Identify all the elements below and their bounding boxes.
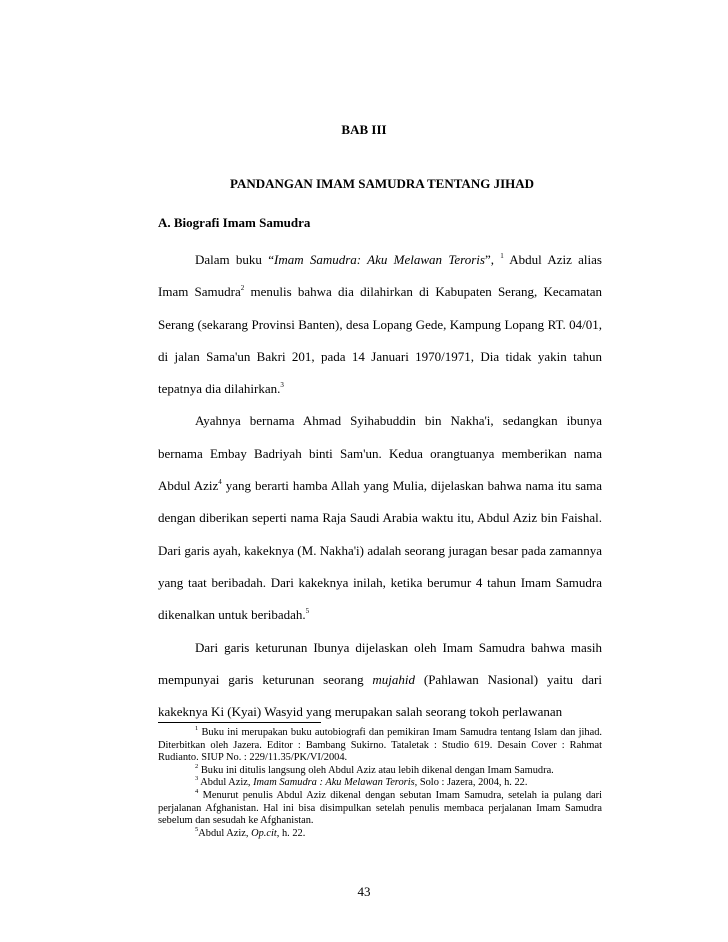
chapter-title: PANDANGAN IMAM SAMUDRA TENTANG JIHAD bbox=[229, 176, 535, 191]
section-heading: A. Biografi Imam Samudra bbox=[158, 215, 311, 230]
footnote-separator bbox=[158, 722, 321, 723]
footnote-4: $^4$ Menurut penulis Abdul Aziz dikenal dengan sebutan Imam Samudra, setelah ia pulang dari perjalanan Afghanistan. Hal ini bisa disimpulkan setelah penulis membaca perjalanan Imam Samudra sebelum dan sesudah ke Afghanistan. bbox=[158, 787, 602, 827]
paragraph-1: Dalam buku “Imam Samudra: Aku Melawan Teroris”, $^1$ Abdul Aziz alias Imam Samudra$^2$ menulis bahwa dia dilahirkan di Kabupaten Serang, Kecamatan Serang (sekarang Provinsi Banten), desa Lopang Gede, Kampung Lopang RT. 04/01, di jalan Sama'un Bakri 201, pada 14 Januari 1970/1971, Dia tidak yakin tahun tepatnya dia dilahirkan.$^3$ bbox=[158, 252, 602, 397]
page-number: 43 bbox=[357, 884, 371, 899]
body-text bbox=[158, 244, 602, 728]
footnote-2: $^2$ Buku ini ditulis langsung oleh Abdul Aziz atau lebih dikenal dengan Imam Samudra. bbox=[195, 762, 554, 776]
term-mujahid: mujahid bbox=[372, 671, 416, 687]
footnote-ref-2[interactable]: 2 bbox=[240, 284, 245, 293]
footnote-ref-5[interactable]: 5 bbox=[305, 607, 310, 616]
footnote-3: $^3$ Abdul Aziz, Imam Samudra : Aku Melawan Teroris, Solo : Jazera, 2004, h. 22. bbox=[195, 775, 528, 789]
footnotes bbox=[158, 727, 602, 840]
footnote-ref-1[interactable]: 1 bbox=[500, 252, 504, 260]
book-title: Imam Samudra: Aku Melawan Teroris bbox=[273, 252, 485, 267]
paragraph-2: Ayahnya bernama Ahmad Syihabuddin bin Nakha'i, sedangkan ibunya bernama Embay Badriyah binti Sam'un. Kedua orangtuanya memberikan nama Abdul Aziz$^4$ yang berarti hamba Allah yang Mulia, dijelaskan bahwa nama itu sama dengan diberikan seperti nama Raja Saudi Arabia waktu itu, Abdul Aziz bin Faishal. Dari garis ayah, kakeknya (M. Nakha'i) adalah seorang juragan besar pada zamannya yang taat beribadah. Dari kakeknya inilah, ketika berumur 4 tahun Imam Samudra dikenalkan untuk beribadah.$^5$ bbox=[158, 413, 602, 623]
chapter-heading: BAB III bbox=[341, 122, 387, 137]
footnote-5: $^5$Abdul Aziz, Op.cit, h. 22. bbox=[195, 825, 306, 839]
footnote-ref-3[interactable]: 3 bbox=[280, 381, 284, 390]
paragraph-3: Dari garis keturunan Ibunya dijelaskan oleh Imam Samudra bahwa masih mempunyai garis keturunan seorang mujahid (Pahlawan Nasional) yaitu dari kakeknya Ki (Kyai) Wasyid yang merupakan salah seorang tokoh perlawanan bbox=[158, 639, 602, 720]
footnote-ref-4[interactable]: 4 bbox=[218, 478, 222, 487]
footnote-1: $^1$ Buku ini merupakan buku autobiografi dan pemikiran Imam Samudra tentang Islam dan jihad. Diterbitkan oleh Jazera. Editor : Bambang Sukirno. Tataletak : Studio 619. Desain Cover : Rahmat Rudianto. SIUP No. : 229/11.35/PK/VI/2004. bbox=[158, 725, 602, 764]
